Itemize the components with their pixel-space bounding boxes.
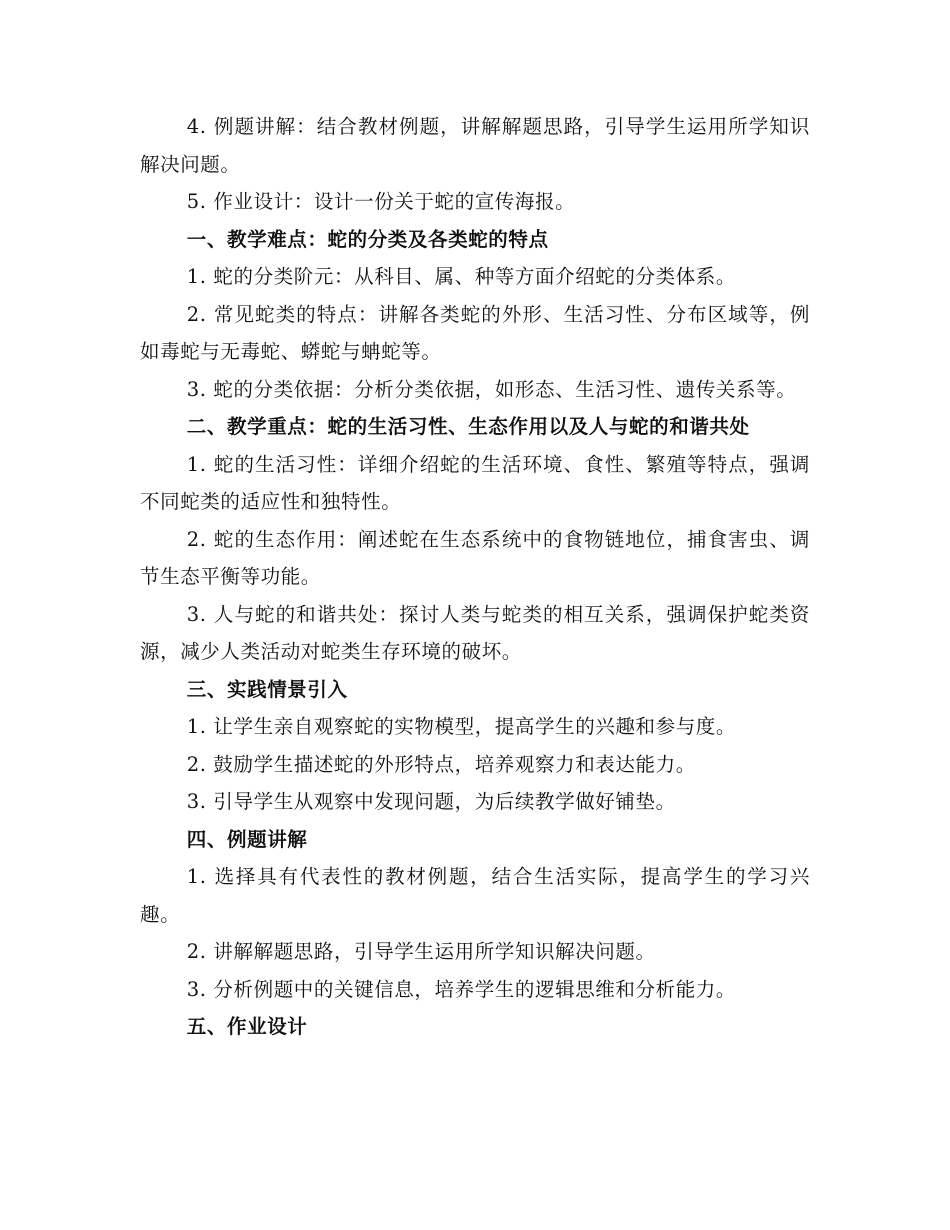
list-item: 2. 鼓励学生描述蛇的外形特点，培养观察力和表达能力。 bbox=[186, 752, 696, 776]
list-item: 1. 蛇的生活习性：详细介绍蛇的生活环境、食性、繁殖等特点，强调不同蛇类的适应性和独特性。 bbox=[140, 452, 810, 513]
list-item: 2. 常见蛇类的特点：讲解各类蛇的外形、生活习性、分布区域等，例如毒蛇与无毒蛇、蟒蛇与蚺蛇等。 bbox=[140, 302, 810, 363]
section-heading-difficulties: 一、教学难点：蛇的分类及各类蛇的特点 bbox=[186, 227, 549, 251]
list-item: 3. 蛇的分类依据：分析分类依据，如形态、生活习性、遗传关系等。 bbox=[186, 377, 797, 401]
list-item: 2. 讲解解题思路，引导学生运用所学知识解决问题。 bbox=[186, 940, 656, 963]
intro-item: 4. 例题讲解：结合教材例题，讲解解题思路，引导学生运用所学知识解决问题。 bbox=[140, 115, 810, 176]
intro-item: 5. 作业设计：设计一份关于蛇的宣传海报。 bbox=[186, 190, 576, 213]
list-item: 3. 人与蛇的和谐共处：探讨人类与蛇类的相互关系，强调保护蛇类资源，减少人类活动对蛇类生存环境的破坏。 bbox=[140, 602, 810, 663]
list-item: 3. 引导学生从观察中发现问题，为后续教学做好铺垫。 bbox=[186, 790, 676, 813]
section-heading-homework: 五、作业设计 bbox=[186, 1015, 308, 1038]
list-item: 3. 分析例题中的关键信息，培养学生的逻辑思维和分析能力。 bbox=[186, 977, 737, 1001]
list-item: 1. 让学生亲自观察蛇的实物模型，提高学生的兴趣和参与度。 bbox=[186, 715, 737, 738]
section-heading-key-points: 二、教学重点：蛇的生活习性、生态作用以及人与蛇的和谐共处 bbox=[186, 415, 750, 438]
section-heading-examples: 四、例题讲解 bbox=[186, 827, 308, 851]
list-item: 1. 蛇的分类阶元：从科目、属、种等方面介绍蛇的分类体系。 bbox=[186, 265, 737, 288]
document-body bbox=[140, 108, 810, 1046]
list-item: 2. 蛇的生态作用：阐述蛇在生态系统中的食物链地位，捕食害虫、调节生态平衡等功能。 bbox=[140, 527, 810, 588]
list-item: 1. 选择具有代表性的教材例题，结合生活实际，提高学生的学习兴趣。 bbox=[140, 865, 810, 926]
section-heading-practice-scenario: 三、实践情景引入 bbox=[186, 677, 348, 701]
